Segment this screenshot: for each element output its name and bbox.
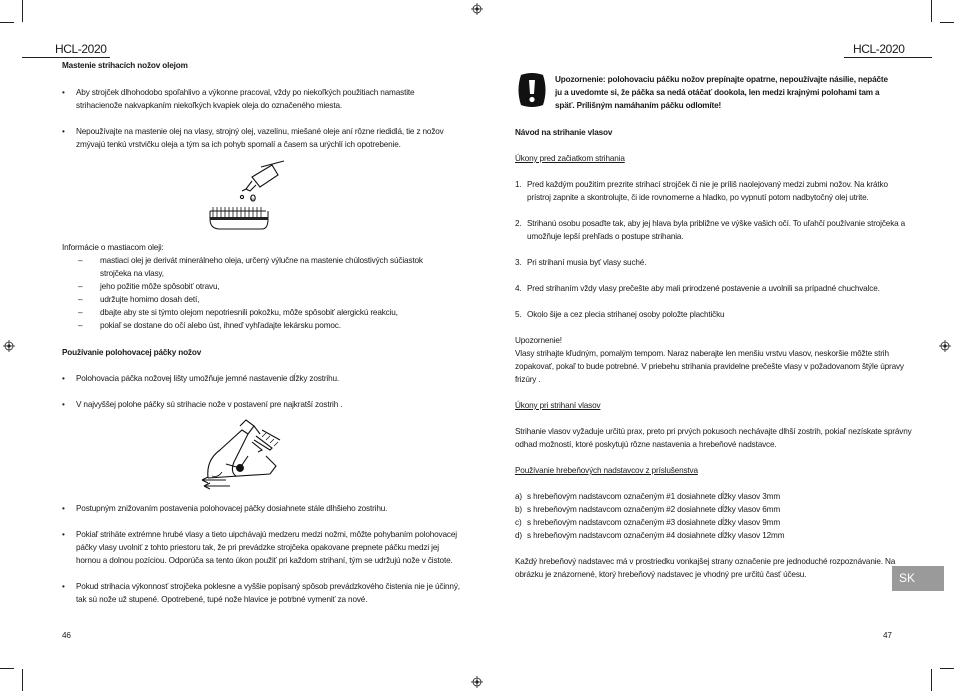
list-item: • Aby strojček dlhohodobo spoľahlivo a výkonne pracoval, vždy po niekoľkých použitiach namastite strihacienože nakvapkaním niekoľkých kvapiek oleja do označeného miesta.: [62, 88, 415, 110]
list-item: 5. Okolo šije a cez plecia strihanej osoby položte plachtičku: [515, 310, 725, 319]
model-header: HCL-2020: [55, 42, 107, 56]
list-item: • V najvyššej polohe páčky sú strihacie nože v postavení pre najkratší zostrih .: [62, 400, 343, 409]
crop-mark: [0, 668, 14, 669]
lever-clipper-illustration-icon: [200, 416, 290, 490]
crop-mark: [940, 668, 954, 669]
list-item: d) s hrebeňovým nadstavcom označeným #4 dosiahnete dĺžky vlasov 12mm: [515, 531, 785, 540]
oil-bottle-illustration-icon: [206, 163, 276, 231]
list-item: 3. Pri strihaní musia byť vlasy suché.: [515, 258, 647, 267]
list-item: – mastiaci olej je derivát minerálneho oleja, určený výlučne na mastenie chúlostivých súčiastok strojčeka na vlasy,: [78, 256, 423, 278]
list-item: – pokiaľ se dostane do očí alebo úst, ihneď vyhľadajte lekársku pomoc.: [78, 321, 341, 330]
crop-mark: [22, 0, 23, 22]
header-rule: [22, 57, 110, 58]
oil-info-title: Informácie o mastiacom oleji:: [62, 243, 164, 252]
registration-mark-icon: [471, 3, 483, 15]
section-title: Mastenie strihacích nožov olejom: [62, 61, 188, 70]
paragraph: Každý hrebeňový nadstavec má v prostriedku vonkajšej strany označenie pre jednoduché rozpoznávanie. Na obrázku je znázornené, ktorý hrebeňový nadstavec je vhodný pre určitú časť účesu.: [515, 557, 896, 579]
list-item: – jeho požitie môže spôsobiť otravu,: [78, 282, 220, 291]
caution-block: Upozornenie! Vlasy strihajte kľudným, pomalým tempom. Naraz naberajte len menšiu vrstvu vlasov, neskoršie môžte strih zopakovať, pokaľ to bude potrebné. V priebehu strihania pravidelne prečešte vlasy v požadovanom štýle úpravy frizúry .: [515, 336, 904, 384]
registration-mark-icon: [939, 340, 951, 352]
page-number: 46: [62, 631, 71, 640]
crop-mark: [931, 669, 932, 691]
list-item: • Nepoužívajte na mastenie olej na vlasy, strojný olej, vazelínu, miešané oleje aní rôzne riedidlá, tie z nožov zmývajú tenkú vrstvičku oleja a tým sa ich pohyb spomalí a časem sa urýchlí ich opotrebenie.: [62, 127, 444, 149]
page-number: 47: [883, 631, 892, 640]
list-item: • Pokud strihacia výkonnosť strojčeka poklesne a vyššie popísaný spôsob prevádzkového čistenia nie je účinný, tak sú nože už stupené. Opotrebené, tupé nože hlavice je potrbné vymeniť za nové.: [62, 582, 460, 604]
section-title: Návod na strihanie vlasov: [515, 128, 613, 137]
sub-heading: Úkony pri strihaní vlasov: [515, 401, 601, 410]
crop-mark: [940, 22, 954, 23]
paragraph: Strihanie vlasov vyžaduje určitú prax, preto pri prvých pokusoch nechávajte dlhší zostrih, pokiaľ nezískate správny odhad možností, ktoré poskytujú rôzne nastavenia a hrebeňové nadstavce.: [515, 427, 912, 449]
list-item: a) s hrebeňovým nadstavcom označeným #1 dosiahnete dĺžky vlasov 3mm: [515, 492, 780, 501]
crop-mark: [0, 22, 14, 23]
list-item: c) s hrebeňovým nadstavcom označeným #3 dosiahnete dĺžky vlasov 9mm: [515, 518, 780, 527]
language-badge: SK: [892, 566, 944, 591]
registration-mark-icon: [471, 676, 483, 688]
header-rule: [844, 57, 932, 58]
list-item: • Polohovacia páčka nožovej lišty umožňuje jemné nastavenie dĺžky zostrihu.: [62, 374, 340, 383]
crop-mark: [931, 0, 932, 22]
section-title: Používanie polohovacej páčky nožov: [62, 348, 202, 357]
list-item: • Pokiaľ strihäte extrémne hrubé vlasy a tieto uipchávajú medzeru medzi nožmi, môžte pohybaním polohovacej páčky vlasy uvolniť z tohto priestoru tak, že pri prevádzke strojčeka opakovane prepnete páčku medzi jej hornou a dolnou pozíciou. Odporúča sa tento úkon použiť pri každom strihaní, tým se udržujú nože v čistote.: [62, 530, 457, 565]
list-item: b) s hrebeňovým nadstavcom označeným #2 dosiahnete dĺžky vlasov 6mm: [515, 505, 780, 514]
exclamation-warning-icon: [515, 72, 549, 108]
list-item: 1. Pred každým použitím prezrite strihací strojček či nie je príliš naolejovaný medzi zubmi nožov. Na krátko prístroj zapnite a skontrolujte, či ide rovnomerne a hladko, po vypnutí potom nadbytočný olej utrite.: [515, 180, 888, 202]
list-item: 4. Pred strihaním vždy vlasy prečešte aby mali prirodzené postavenie a uvolnili sa prípadné chuchvalce.: [515, 284, 880, 293]
warning-text: Upozornenie: polohovaciu páčku nožov prepínajte opatrne, nepoužívajte násilie, nepáčte ju a uvedomte si, že páčka sa nedá otáčať dookola, len medzi krajnými polohami tam a späť. Prílišným namáhaním páčku odlomíte!: [555, 75, 888, 110]
crop-mark: [22, 669, 23, 691]
sub-heading: Úkony pred začiatkom strihania: [515, 154, 625, 163]
registration-mark-icon: [3, 340, 15, 352]
list-item: 2. Strihanú osobu posaďte tak, aby jej hlava byla približne ve výške vašich očí. To uľahčí používanie strojčeka a umožňuje lepší prehľads o postupe strihania.: [515, 219, 906, 241]
sub-heading: Používanie hrebeňových nadstavcov z príslušenstva: [515, 466, 698, 475]
model-header: HCL-2020: [853, 42, 905, 56]
list-item: – udržujte homimo dosah detí,: [78, 295, 200, 304]
list-item: • Postupným znižovaním postavenia polohovacej páčky dosiahnete stále dlhšieho zostrihu.: [62, 504, 388, 513]
list-item: – dbajte aby ste si týmto olejom nepotriesnili pokožku, môže spôsobiť alergickú reakciu,: [78, 308, 398, 317]
